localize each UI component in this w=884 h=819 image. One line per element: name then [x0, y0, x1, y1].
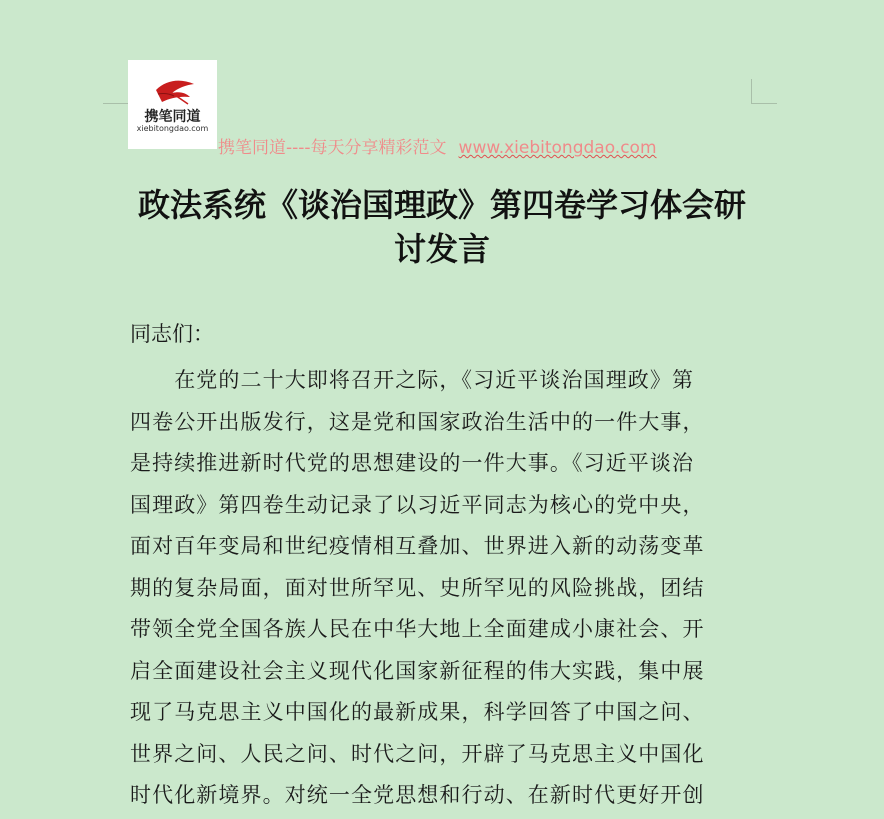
paragraph-line: 是持续推进新时代党的思想建设的一件大事。《习近平谈治 — [130, 451, 695, 475]
crop-mark-top-left-h — [103, 103, 128, 104]
title-line-2: 讨发言 — [393, 230, 490, 268]
paragraph-line: 面对百年变局和世纪疫情相互叠加、世界进入新的动荡变革 — [130, 534, 705, 558]
crop-mark-top-right-v — [751, 79, 752, 104]
paragraph-line: 带领全党全国各族人民在中华大地上全面建成小康社会、开 — [130, 617, 705, 641]
header-url-link[interactable]: www.xiebitongdao.com — [458, 138, 657, 158]
paragraph-line: 现了马克思主义中国化的最新成果，科学回答了中国之问、 — [130, 700, 705, 724]
document-title — [110, 183, 774, 271]
header-tagline — [218, 133, 657, 158]
site-logo — [128, 60, 217, 149]
body-paragraph — [130, 360, 750, 817]
pen-bird-icon — [128, 60, 217, 149]
logo-name: 携笔同道 — [144, 109, 201, 125]
paragraph-line: 国理政》第四卷生动记录了以习近平同志为核心的党中央， — [130, 492, 705, 517]
header-tagline-text: 携笔同道----每天分享精彩范文 — [218, 138, 447, 158]
salutation: 同志们： — [130, 322, 214, 346]
paragraph-line: 时代化新境界。对统一全党思想和行动、在新时代更好开创 — [130, 783, 705, 807]
paragraph-line: 四卷公开出版发行，这是党和国家政治生活中的一件大事， — [130, 409, 705, 434]
paragraph-line: 世界之问、人民之问、时代之问，开辟了马克思主义中国化 — [130, 741, 705, 766]
logo-domain: xiebitongdao.com — [136, 124, 209, 133]
title-line-1: 政法系统《谈治国理政》第四卷学习体会研 — [137, 186, 746, 224]
paragraph-line: 在党的二十大即将召开之际，《习近平谈治国理政》第 — [130, 368, 695, 392]
paragraph-line: 期的复杂局面，面对世所罕见、史所罕见的风险挑战，团结 — [130, 575, 705, 600]
paragraph-line: 启全面建设社会主义现代化国家新征程的伟大实践，集中展 — [130, 658, 705, 683]
crop-mark-top-right-h — [752, 103, 777, 104]
